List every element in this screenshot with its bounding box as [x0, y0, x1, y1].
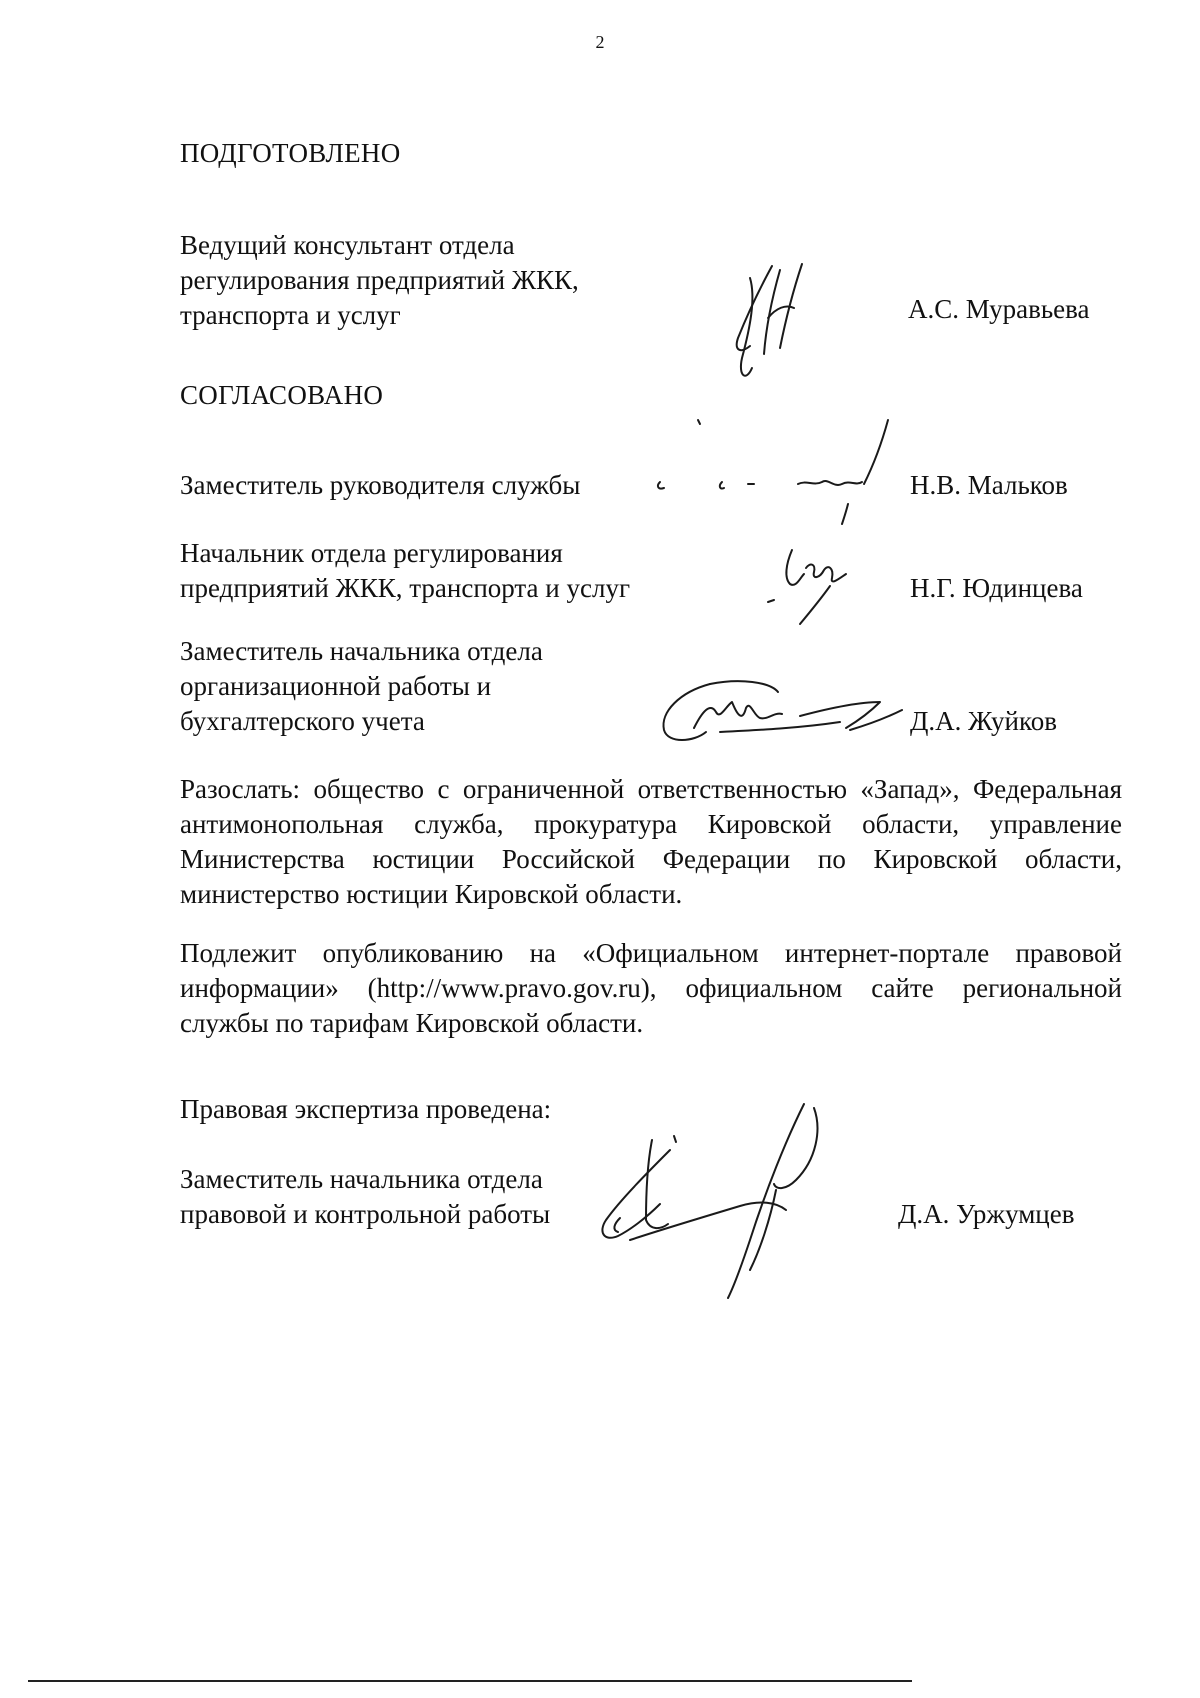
- agreed-signer-3-title-line-1: Заместитель начальника отдела: [180, 636, 543, 666]
- signature-zhuykov: [650, 672, 905, 752]
- agreed-signer-1-name: Н.В. Мальков: [910, 470, 1068, 500]
- footer-rule: [28, 1680, 912, 1682]
- agreed-signer-3-title-line-2: организационной работы и: [180, 671, 492, 701]
- publication-paragraph: Подлежит опубликованию на «Официальном интернет-портале правовой информации» (http://www.pravo.gov.ru), официальном сайте региональной службы по тарифам Кировской области.: [180, 938, 1122, 1038]
- signature-malkov: [650, 412, 910, 532]
- agreed-signer-3-title-line-3: бухгалтерского учета: [180, 706, 425, 736]
- signature-urzhumtsev: [590, 1090, 870, 1300]
- signature-muravyeva: [720, 258, 840, 388]
- agreed-signer-2-title-line-2: предприятий ЖКК, транспорта и услуг: [180, 573, 631, 603]
- legal-review-signer-name: Д.А. Уржумцев: [898, 1199, 1075, 1229]
- prepared-title-line-1: Ведущий консультант отдела: [180, 230, 515, 260]
- agreed-signer-1-title: Заместитель руководителя службы: [180, 470, 581, 500]
- agreed-heading: СОГЛАСОВАНО: [180, 380, 384, 410]
- legal-review-title-line-2: правовой и контрольной работы: [180, 1199, 551, 1229]
- legal-review-heading: Правовая экспертиза проведена:: [180, 1094, 552, 1124]
- prepared-title-line-3: транспорта и услуг: [180, 300, 401, 330]
- prepared-title-line-2: регулирования предприятий ЖКК,: [180, 265, 579, 295]
- prepared-signer-name: А.С. Муравьева: [908, 294, 1090, 324]
- agreed-signer-3-name: Д.А. Жуйков: [910, 706, 1057, 736]
- distribution-paragraph: Разослать: общество с ограниченной ответственностью «Запад», Федеральная антимонопольная служба, прокуратура Кировской области, управление Министерства юстиции Российской Федерации по Кировской области, министерство юстиции Кировской области.: [180, 774, 1122, 909]
- legal-review-title-line-1: Заместитель начальника отдела: [180, 1164, 543, 1194]
- page-number: 2: [595, 32, 605, 52]
- prepared-heading: ПОДГОТОВЛЕНО: [180, 138, 401, 168]
- agreed-signer-2-title-line-1: Начальник отдела регулирования: [180, 538, 563, 568]
- signature-yudintseva: [760, 538, 870, 628]
- agreed-signer-2-name: Н.Г. Юдинцева: [910, 573, 1083, 603]
